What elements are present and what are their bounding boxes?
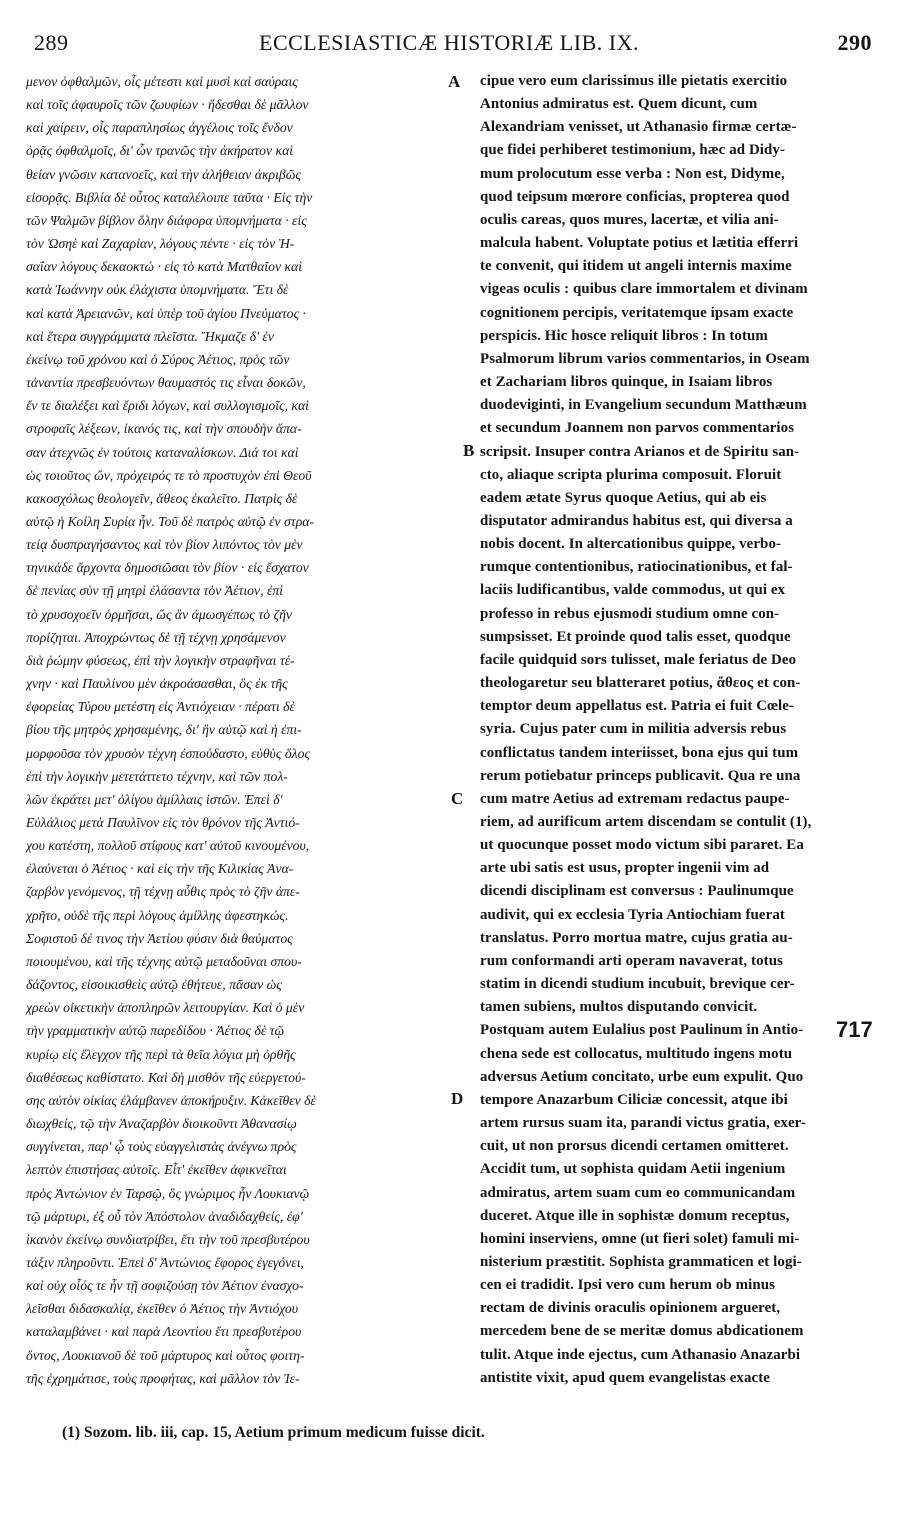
greek-text-line: τῶν Ψαλμῶν βίβλον ὅλην διάφορα ὑπομνήματα · εἰς xyxy=(26,212,307,228)
margin-letter-a: A xyxy=(448,72,461,91)
latin-text-line: antistite vixit, apud quem evangelistas exacte xyxy=(480,1369,770,1386)
latin-text-line: mercedem bene de se meritæ domus abdicationem xyxy=(480,1323,804,1340)
greek-text-line: διωχθείς, τῷ τὴν Ἀναζαρβὸν διοικοῦντι Ἀθανασίῳ xyxy=(26,1116,297,1132)
greek-text-line: τῆς ἐχρημάτισε, τοὺς προφήτας, καὶ μᾶλλον τὸν Ἰε- xyxy=(26,1370,300,1386)
greek-text-line: αὐτῷ ἡ Κοίλη Συρία ἦν. Τοῦ δὲ πατρὸς αὐτῷ ἐν στρα- xyxy=(26,513,315,529)
greek-text-line: σαΐαν λόγους δεκαοκτώ · εἰς τὸ κατὰ Ματθαῖον καὶ xyxy=(26,259,303,275)
latin-text-line: tamen subiens, multos disputando convicit. xyxy=(480,999,758,1016)
latin-text-line: duodeviginti, in Evangelium secundum Matthæum xyxy=(480,397,807,414)
greek-text-line: στροφαῖς λέξεων, ἱκανός τις, καὶ τὴν σπουδὴν ἅπα- xyxy=(26,421,302,437)
latin-text-line: dicendi disciplinam est conversus : Paulinumque xyxy=(480,883,794,900)
greek-text-line: τὸν Ὡσηὲ καὶ Ζαχαρίαν, λόγους πέντε · εἰς τὸν Ἠ- xyxy=(26,236,295,252)
margin-letter-c: C xyxy=(451,789,464,808)
latin-text-line: et secundum Joannem non parvos commentarios xyxy=(480,420,795,437)
greek-text-line: κυρίῳ εἰς ἔλεγχον τῆς περὶ τὰ θεῖα λόγια μὴ ὀρθῆς xyxy=(26,1046,296,1062)
latin-text-line: professo in rebus ejusmodi studium omne con- xyxy=(480,605,780,622)
greek-text-line: σαν ἀτεχνῶς ἐν τούτοις καταναλίσκων. Διά τοι καὶ xyxy=(26,444,299,460)
greek-text-line: πρὸς Ἀντώνιον ἐν Ταρσῷ, ὃς γνώριμος ἦν Λουκιανῷ xyxy=(26,1185,310,1201)
greek-text-line: ὄντος, Λουκιανοῦ δὲ τοῦ μάρτυρος καὶ οὗτος φοιτη- xyxy=(26,1347,305,1363)
greek-text-line: λεπτὸν ἐπιστήσας αὐτοῖς. Εἶτ' ἐκεῖθεν ἀφικνεῖται xyxy=(26,1162,287,1178)
latin-text-line: nobis docent. In altercationibus quippe, verbo- xyxy=(480,536,782,553)
latin-text-line: arte ubi satis est usus, propter ingenii vim ad xyxy=(480,860,770,877)
latin-text-line: Psalmorum librum varios commentarios, in Oseam xyxy=(480,350,810,367)
latin-text-column xyxy=(480,70,876,1390)
latin-text-line: Antonius admiratus est. Quem dicunt, cum xyxy=(480,96,758,113)
latin-text-line: disputator admirandus habitus est, qui diversa a xyxy=(480,512,793,529)
greek-text-line: ἐλαύνεται ὁ Ἀέτιος · καὶ εἰς τὴν τῆς Κιλικίας Ἀνα- xyxy=(26,861,294,877)
greek-text-line: Σοφιστοῦ δέ τινος τὴν Ἀετίου φύσιν διὰ θαύματος xyxy=(26,930,293,946)
greek-text-line: λῶν ἐκράτει μετ' ὀλίγου ἁμίλλαις ἱστῶν. Ἐπεὶ δ' xyxy=(26,791,283,807)
greek-text-line: εἰσορᾷς. Βιβλία δὲ οὗτος καταλέλοιπε ταῦτα · Εἰς τὴν xyxy=(26,189,313,205)
greek-text-line: χνην · καὶ Παυλίνου μὲν ἀκροάσασθαι, ὃς ἐκ τῆς xyxy=(26,676,288,692)
greek-text-line: ἐφορείας Τύρου μετέστη εἰς Ἀντιόχειαν · πέρατι δὲ xyxy=(26,699,295,715)
latin-text-line: adversus Aetium concitato, urbe eum expulit. Quo xyxy=(480,1068,804,1085)
latin-text-line: cto, aliaque scripta plurima composuit. Floruit xyxy=(480,466,782,483)
greek-text-line: τἀναντία πρεσβευόντων θαυμαστός τις εἶναι δοκῶν, xyxy=(26,375,306,391)
latin-text-line: Accidit tum, ut sophista quidam Aetii ingenium xyxy=(480,1161,786,1178)
latin-text-line: oculis careas, quos mures, lacertæ, et vilia ani- xyxy=(480,211,779,228)
latin-text-line: te convenit, qui itidem ut angeli internis maxime xyxy=(480,258,792,275)
greek-text-line: τηνικάδε ἄρχοντα δημοσιῶσαι τὸν βίον · εἰς ἔσχατον xyxy=(26,560,309,576)
latin-text-line: cipue vero eum clarissimus ille pietatis exercitio xyxy=(480,73,788,89)
latin-text-line: cuit, ut non prorsus dicendi certamen omitteret. xyxy=(480,1138,789,1155)
greek-text-line: τῷ μάρτυρι, ἐξ οὗ τὸν Ἀπόστολον ἀναδιδαχθείς, ἐφ' xyxy=(26,1208,303,1224)
latin-text-line: cum matre Aetius ad extremam redactus paupe- xyxy=(480,790,790,807)
greek-text-line: χρῆτο, οὐδὲ τῆς περὶ λόγους ἁμίλλης ἀφεστηκώς. xyxy=(26,907,289,923)
latin-text-line: eadem ætate Syrus quoque Aetius, qui ab eis xyxy=(480,489,767,506)
latin-text-line: facile quidquid sors tulisset, male feriatus de Deo xyxy=(480,651,797,668)
greek-text-line: καὶ οὐχ οἷός τε ἦν τῇ σοφιζούσῃ τὸν Ἀέτιον ἐνασχο- xyxy=(26,1278,304,1294)
greek-text-line: θείαν γνῶσιν κατανοεῖς, καὶ τὴν ἀλήθειαν ἀκριβῶς xyxy=(26,166,301,182)
footnote: (1) Sozom. lib. iii, cap. 15, Aetium primum medicum fuisse dicit. xyxy=(62,1424,485,1441)
greek-text-line: καὶ ἕτερα συγγράμματα πλεῖστα. Ἤκμαζε δ' ἐν xyxy=(26,328,274,344)
greek-text-line: ὡς τοιοῦτος ὤν, πρόχειρός τε τὸ προστυχὸν ἐπὶ Θεοῦ xyxy=(26,467,312,483)
latin-text-line: vigeas oculis : quibus clare immortalem et divinam xyxy=(480,281,808,298)
greek-text-line: τάξιν πληροῦντι. Ἐπεὶ δ' Ἀντώνιος ἔφορος ἐγεγόνει, xyxy=(26,1254,304,1270)
running-head xyxy=(26,30,872,64)
greek-text-line: τὴν γραμματικὴν αὐτῷ παρεδίδου · Ἀέτιος δὲ τῷ xyxy=(26,1023,285,1039)
greek-text-line: μορφοῦσα τὸν χρυσὸν τέχνη ἐσπούδαστο, εὐθὺς ὅλος xyxy=(26,745,310,761)
latin-text-line: tulit. Atque inde ejectus, cum Athanasio Anazarbi xyxy=(480,1346,801,1363)
latin-text-line: que fidei perhiberet testimonium, hæc ad Didy- xyxy=(480,142,786,159)
latin-text-line: temptor deum appellatus est. Patria ei fuit Cœle- xyxy=(480,698,794,715)
greek-text-line: ἔν τε διαλέξει καὶ ἔριδι λόγων, καὶ συλλογισμοῖς, καὶ xyxy=(26,398,309,414)
greek-text-line: λεῖσθαι διδασκαλίᾳ, ἐκεῖθεν ὁ Ἀέτιος τὴν Ἀντιόχου xyxy=(26,1301,299,1317)
greek-text-line: κατὰ Ἰωάννην οὐκ ἐλάχιστα ὑπομνήματα. Ἔτι δὲ xyxy=(26,282,289,298)
greek-text-line: Εὐλάλιος μετὰ Παυλῖνον εἰς τὸν θρόνον τῆς Ἀντιό- xyxy=(26,815,300,830)
latin-text-line: rum conformandi arti operam navaverat, totus xyxy=(480,952,783,969)
greek-text-line: καὶ χαίρειν, οἷς παραπλησίως ἀγγέλοις τοῖς ἔνδον xyxy=(26,120,293,136)
latin-text-line: malcula habent. Voluptate potius et lætitia efferri xyxy=(480,235,799,252)
greek-text-line: διὰ ῥώμην φύσεως, ἐπὶ τὴν λογικὴν στραφῆναι τέ- xyxy=(26,652,295,668)
latin-text-line: statim in dicendi studium incubuit, brevique cer- xyxy=(480,976,795,993)
greek-text-line: βίου τῆς μητρὸς χρησαμένης, δι' ἣν αὐτῷ καὶ ἡ ἐπι- xyxy=(26,722,302,738)
greek-text-line: διαθέσεως καθίστατο. Καὶ δὴ μισθὸν τῆς εὐεργετού- xyxy=(26,1069,306,1085)
greek-text-line: κακοσχόλως θεολογεῖν, ἄθεος ἐκαλεῖτο. Πατρὶς δὲ xyxy=(26,490,298,506)
latin-text-line: Alexandriam venisset, ut Athanasio firmæ certæ- xyxy=(480,119,797,136)
latin-text-line: laciis ludificantibus, valde commodus, ut qui ex xyxy=(480,582,786,599)
greek-text-line: καὶ κατὰ Ἀρειανῶν, καὶ ὑπὲρ τοῦ ἁγίου Πνεύματος · xyxy=(26,305,306,321)
greek-text-line: μενον ὀφθαλμῶν, οἷς μέτεστι καὶ μυσὶ καὶ σαύραις xyxy=(26,74,298,89)
latin-text-line: Postquam autem Eulalius post Paulinum in Antio- xyxy=(480,1022,804,1039)
page-number-right: 290 xyxy=(837,30,872,55)
greek-text-line: σης αὐτὸν οἰκίας ἐλάμβανεν ἀποκήρυξιν. Κἀκεῖθεν δὲ xyxy=(26,1092,316,1108)
latin-text-line: rectam de divinis oraculis opinionem argueret, xyxy=(480,1300,781,1317)
greek-text-line: ποιουμένου, καὶ τῆς τέχνης αὐτῷ μεταδοῦναι σπου- xyxy=(26,953,302,969)
greek-text-line: καὶ τοῖς ἀφαυροῖς τῶν ζωυφίων · ἥδεσθαι δὲ μᾶλλον xyxy=(26,97,309,113)
latin-text-line: scripsit. Insuper contra Arianos et de Spiritu san- xyxy=(480,443,800,460)
greek-text-line: ἱκανὸν ἐκείνῳ συνδιατρίβει, ἔτι τὴν τοῦ πρεσβυτέρου xyxy=(26,1231,310,1247)
greek-text-column xyxy=(26,70,464,1390)
greek-text-line: τείᾳ δυσπραγήσαντος καὶ τὸν βίον λιπόντος τὸν μὲν xyxy=(26,537,303,553)
latin-text-line: translatus. Porro mortua matre, cujus gratia au- xyxy=(480,929,793,946)
page-number-left: 289 xyxy=(34,30,69,55)
greek-text-line: ζαρβὸν γενόμενος, τῇ τέχνῃ αὖθις πρὸς τὸ ζῆν ἀπε- xyxy=(26,884,300,900)
greek-text-line: πορίζηται. Ἀποχρώντως δὲ τῇ τέχνῃ χρησάμενον xyxy=(26,629,286,645)
latin-text-line: et Zachariam libros quinque, in Isaiam libros xyxy=(480,374,773,391)
greek-text-line: δὲ πενίας σὺν τῇ μητρὶ ἐλάσαντα τὸν Ἀέτιον, ἐπὶ xyxy=(26,583,283,599)
greek-text-line: τὸ χρυσοχοεῖν ὁρμῆσαι, ὥς ἂν ἀμωσγέπως τὸ ζῆν xyxy=(26,606,292,622)
latin-text-line: rerum potiebatur princeps publicavit. Qua re una xyxy=(480,767,801,784)
latin-text-line: sumpsisset. Et proinde quod talis esset, quodque xyxy=(480,628,791,645)
margin-letter-d: D xyxy=(451,1089,464,1108)
latin-text-line: homini inserviens, omne (ut fieri solet) famuli mi- xyxy=(480,1230,800,1247)
latin-text-line: theologaretur seu blatteraret potius, ἄθεος et con- xyxy=(480,675,801,692)
latin-text-line: cen ei tradidit. Ipsi vero cum herum ob minus xyxy=(480,1277,776,1294)
greek-text-line: ἐπὶ τὴν λογικὴν μετετάττετο τέχνην, καὶ τῶν πολ- xyxy=(26,768,288,784)
latin-text-line: admiratus, artem suam cum eo communicandam xyxy=(480,1184,796,1201)
margin-letter-b: B xyxy=(463,441,475,460)
latin-text-line: artem rursus suam ita, parandi victus gratia, exer- xyxy=(480,1115,806,1132)
latin-text-line: rumque contentionibus, ratiocinationibus, et fal- xyxy=(480,559,793,576)
latin-text-line: perspicis. Hic hosce reliquit libros : In totum xyxy=(480,327,768,344)
latin-text-line: syria. Cujus pater cum in militia adversis rebus xyxy=(480,721,787,738)
greek-text-line: χρεὼν οἰκετικὴν ἀποπληρῶν λειτουργίαν. Καὶ ὁ μὲν xyxy=(26,1000,305,1016)
latin-text-line: quod teipsum mœrore conficias, propterea quod xyxy=(480,188,790,205)
latin-text-line: audivit, qui ex ecclesia Tyria Antiochiam fuerat xyxy=(480,906,785,923)
greek-text-line: δάζοντος, εἰσοικισθεὶς αὐτῷ ἐθήτευε, πᾶσαν ὡς xyxy=(26,977,282,993)
greek-text-line: χου κατέστη, πολλοῦ στίφους κατ' αὐτοῦ κινουμένου, xyxy=(26,838,310,854)
latin-text-line: duceret. Atque ille in sophistæ domum receptus, xyxy=(480,1207,790,1224)
latin-text-line: nisterium præstitit. Sophista grammaticen et logi- xyxy=(480,1253,802,1270)
running-title: ECCLESIASTICÆ HISTORIÆ LIB. IX. xyxy=(259,30,639,55)
latin-text-line: ut quocunque posset modo victum sibi pararet. Ea xyxy=(480,837,804,854)
greek-text-line: ὁρᾷς ὀφθαλμοῖς, δι' ὧν τρανῶς τὴν ἀκήρατον καὶ xyxy=(26,143,294,159)
latin-text-line: chena sede est collocatus, multitudo ingens motu xyxy=(480,1045,793,1062)
greek-text-line: ἐκείνῳ τοῦ χρόνου καὶ ὁ Σύρος Ἀέτιος, πρὸς τῶν xyxy=(26,351,290,367)
latin-text-line: tempore Anazarbum Ciliciæ concessit, atque ibi xyxy=(480,1091,788,1108)
greek-text-line: συγγίνεται, παρ' ᾧ τοὺς εὐαγγελιστὰς ἀνέγνω πρὸς xyxy=(26,1139,297,1155)
column-number: 717 xyxy=(836,1017,873,1042)
latin-text-line: cognitionem percipis, veritatemque ipsam exacte xyxy=(480,304,794,321)
latin-text-line: riem, ad aurificum artem discendam se contulit (1), xyxy=(480,814,812,830)
latin-text-line: mum prolocutum esse verba : Non est, Didyme, xyxy=(480,165,785,182)
latin-text-line: conflictatus tandem interiisset, bona ejus qui tum xyxy=(480,744,799,761)
greek-text-line: καταλαμβάνει · καὶ παρὰ Λεοντίου ἔτι πρεσβυτέρου xyxy=(26,1324,302,1340)
